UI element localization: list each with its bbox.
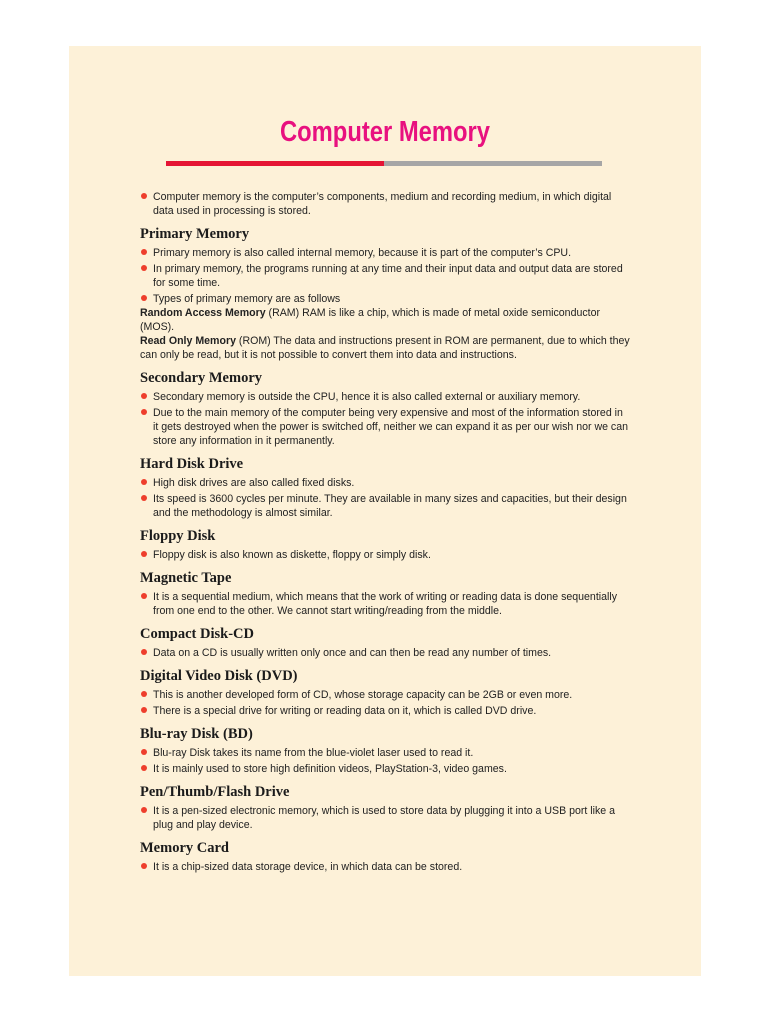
list-item: Secondary memory is outside the CPU, hence it is also called external or auxiliary memory. xyxy=(140,390,630,404)
title-underline-red xyxy=(166,161,384,166)
section-heading: Secondary Memory xyxy=(140,370,263,386)
rom-definition: Read Only Memory (ROM) The data and instructions present in ROM are permanent, due to which they can only be read, but it is not possible to convert them into data and instructions. xyxy=(140,335,630,361)
section-compact-disk xyxy=(140,625,630,660)
ram-term: Random Access Memory xyxy=(140,307,266,319)
list-item: It is a chip-sized data storage device, in which data can be stored. xyxy=(140,860,630,874)
list-item: It is a sequential medium, which means that the work of writing or reading data is done sequentially from one end to the other. We cannot start writing/reading from the middle. xyxy=(140,590,630,618)
section-floppy-disk xyxy=(140,527,630,562)
rom-term: Read Only Memory xyxy=(140,335,236,347)
bullet-icon xyxy=(141,691,147,697)
title-underline xyxy=(166,161,602,166)
bullet-icon xyxy=(141,495,147,501)
section-heading: Primary Memory xyxy=(140,226,250,242)
document-body xyxy=(140,190,630,874)
section-heading: Hard Disk Drive xyxy=(140,456,244,472)
list-item: Data on a CD is usually written only once and can then be read any number of times. xyxy=(140,646,630,660)
bullet-icon xyxy=(141,649,147,655)
bullet-icon xyxy=(141,749,147,755)
section-heading: Memory Card xyxy=(140,840,229,856)
list-item: There is a special drive for writing or reading data on it, which is called DVD drive. xyxy=(140,704,630,718)
section-magnetic-tape xyxy=(140,569,630,618)
intro-bullet: Computer memory is the computer’s components, medium and recording medium, in which digital data used in processing is stored. xyxy=(140,190,630,218)
list-item: Blu-ray Disk takes its name from the blue-violet laser used to read it. xyxy=(140,746,630,760)
section-hard-disk-drive xyxy=(140,455,630,520)
document-page xyxy=(69,46,701,976)
section-heading: Digital Video Disk (DVD) xyxy=(140,668,298,684)
list-item: Types of primary memory are as follows xyxy=(140,292,630,306)
list-item: Primary memory is also called internal memory, because it is part of the computer’s CPU. xyxy=(140,246,630,260)
section-pen-drive xyxy=(140,783,630,832)
section-heading: Blu-ray Disk (BD) xyxy=(140,726,253,742)
bullet-icon xyxy=(141,765,147,771)
section-heading: Compact Disk-CD xyxy=(140,626,254,642)
bullet-icon xyxy=(141,863,147,869)
bullet-icon xyxy=(141,479,147,485)
section-heading: Floppy Disk xyxy=(140,528,216,544)
bullet-icon xyxy=(141,249,147,255)
bullet-icon xyxy=(141,707,147,713)
bullet-icon xyxy=(141,193,147,199)
section-heading: Pen/Thumb/Flash Drive xyxy=(140,784,290,800)
page-title: Computer Memory xyxy=(279,116,491,148)
bullet-icon xyxy=(141,295,147,301)
ram-definition: Random Access Memory (RAM) RAM is like a chip, which is made of metal oxide semiconductor (MOS). xyxy=(140,307,601,333)
list-item: It is a pen-sized electronic memory, which is used to store data by plugging it into a USB port like a plug and play device. xyxy=(140,804,630,832)
bullet-icon xyxy=(141,807,147,813)
list-item: Floppy disk is also known as diskette, floppy or simply disk. xyxy=(140,548,630,562)
bullet-icon xyxy=(141,393,147,399)
bullet-icon xyxy=(141,265,147,271)
list-item: In primary memory, the programs running at any time and their input data and output data are stored for some time. xyxy=(140,262,630,290)
section-memory-card xyxy=(140,839,630,874)
bullet-icon xyxy=(141,551,147,557)
list-item: It is mainly used to store high definition videos, PlayStation-3, video games. xyxy=(140,762,630,776)
section-blu-ray xyxy=(140,725,630,776)
list-item: This is another developed form of CD, whose storage capacity can be 2GB or even more. xyxy=(140,688,630,702)
section-primary-memory xyxy=(140,225,630,362)
section-heading: Magnetic Tape xyxy=(140,570,232,586)
bullet-icon xyxy=(141,593,147,599)
section-dvd xyxy=(140,667,630,718)
bullet-icon xyxy=(141,409,147,415)
list-item: Due to the main memory of the computer being very expensive and most of the information stored in it gets destroyed when the power is switched off, neither we can expand it as per our wish nor we can store any information in it permanently. xyxy=(140,406,630,448)
title-underline-grey xyxy=(384,161,602,166)
list-item: Its speed is 3600 cycles per minute. They are available in many sizes and capacities, but their design and the methodology is almost similar. xyxy=(140,492,630,520)
section-secondary-memory xyxy=(140,369,630,448)
list-item: High disk drives are also called fixed disks. xyxy=(140,476,630,490)
